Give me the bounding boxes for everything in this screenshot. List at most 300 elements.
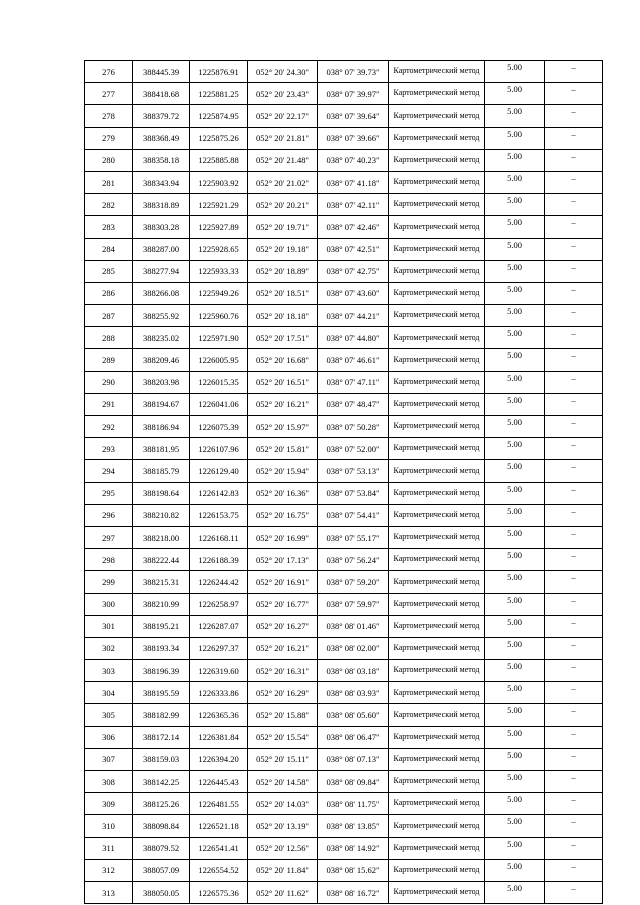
longitude-cell: 038° 08' 03.18"	[318, 660, 389, 682]
description-cell: –	[545, 859, 603, 881]
latitude-cell: 052° 20' 12.56"	[248, 837, 318, 859]
description-cell: –	[545, 305, 603, 327]
accuracy-cell: 5.00	[485, 282, 545, 304]
y-coordinate-cell: 1225971.90	[190, 327, 248, 349]
description-cell: –	[545, 260, 603, 282]
method-cell: Картометрический метод	[389, 771, 485, 793]
longitude-cell: 038° 07' 41.18"	[318, 171, 389, 193]
description-cell: –	[545, 194, 603, 216]
longitude-cell: 038° 07' 52.00"	[318, 438, 389, 460]
method-cell: Картометрический метод	[389, 238, 485, 260]
latitude-cell: 052° 20' 20.21"	[248, 194, 318, 216]
y-coordinate-cell: 1226142.83	[190, 482, 248, 504]
latitude-cell: 052° 20' 16.21"	[248, 637, 318, 659]
point-number-cell: 291	[85, 393, 133, 415]
accuracy-cell: 5.00	[485, 748, 545, 770]
accuracy-cell: 5.00	[485, 327, 545, 349]
y-coordinate-cell: 1225921.29	[190, 194, 248, 216]
description-cell: –	[545, 171, 603, 193]
longitude-cell: 038° 07' 39.97"	[318, 83, 389, 105]
accuracy-cell: 5.00	[485, 771, 545, 793]
description-cell: –	[545, 726, 603, 748]
accuracy-cell: 5.00	[485, 61, 545, 83]
point-number-cell: 288	[85, 327, 133, 349]
method-cell: Картометрический метод	[389, 194, 485, 216]
x-coordinate-cell: 388186.94	[133, 416, 190, 438]
y-coordinate-cell: 1226521.18	[190, 815, 248, 837]
x-coordinate-cell: 388222.44	[133, 549, 190, 571]
latitude-cell: 052° 20' 15.94"	[248, 460, 318, 482]
longitude-cell: 038° 07' 59.20"	[318, 571, 389, 593]
x-coordinate-cell: 388266.08	[133, 282, 190, 304]
y-coordinate-cell: 1226575.36	[190, 881, 248, 903]
description-cell: –	[545, 837, 603, 859]
description-cell: –	[545, 482, 603, 504]
table-row	[85, 105, 603, 127]
latitude-cell: 052° 20' 11.84"	[248, 859, 318, 881]
accuracy-cell: 5.00	[485, 682, 545, 704]
method-cell: Картометрический метод	[389, 149, 485, 171]
accuracy-cell: 5.00	[485, 615, 545, 637]
method-cell: Картометрический метод	[389, 504, 485, 526]
point-number-cell: 284	[85, 238, 133, 260]
table-row	[85, 526, 603, 548]
y-coordinate-cell: 1225874.95	[190, 105, 248, 127]
x-coordinate-cell: 388194.67	[133, 393, 190, 415]
method-cell: Картометрический метод	[389, 171, 485, 193]
method-cell: Картометрический метод	[389, 726, 485, 748]
accuracy-cell: 5.00	[485, 859, 545, 881]
longitude-cell: 038° 07' 46.61"	[318, 349, 389, 371]
latitude-cell: 052° 20' 15.97"	[248, 416, 318, 438]
point-number-cell: 285	[85, 260, 133, 282]
latitude-cell: 052° 20' 19.18"	[248, 238, 318, 260]
longitude-cell: 038° 07' 43.60"	[318, 282, 389, 304]
description-cell: –	[545, 704, 603, 726]
x-coordinate-cell: 388182.99	[133, 704, 190, 726]
table-row	[85, 83, 603, 105]
accuracy-cell: 5.00	[485, 704, 545, 726]
point-number-cell: 305	[85, 704, 133, 726]
longitude-cell: 038° 07' 54.41"	[318, 504, 389, 526]
accuracy-cell: 5.00	[485, 194, 545, 216]
description-cell: –	[545, 393, 603, 415]
table-row	[85, 837, 603, 859]
table-row	[85, 216, 603, 238]
method-cell: Картометрический метод	[389, 660, 485, 682]
latitude-cell: 052° 20' 14.03"	[248, 793, 318, 815]
point-number-cell: 312	[85, 859, 133, 881]
description-cell: –	[545, 615, 603, 637]
x-coordinate-cell: 388079.52	[133, 837, 190, 859]
x-coordinate-cell: 388172.14	[133, 726, 190, 748]
table-row	[85, 549, 603, 571]
description-cell: –	[545, 238, 603, 260]
longitude-cell: 038° 08' 01.46"	[318, 615, 389, 637]
method-cell: Картометрический метод	[389, 571, 485, 593]
y-coordinate-cell: 1226333.86	[190, 682, 248, 704]
point-number-cell: 294	[85, 460, 133, 482]
point-number-cell: 299	[85, 571, 133, 593]
longitude-cell: 038° 07' 56.24"	[318, 549, 389, 571]
x-coordinate-cell: 388209.46	[133, 349, 190, 371]
y-coordinate-cell: 1226015.35	[190, 371, 248, 393]
description-cell: –	[545, 526, 603, 548]
y-coordinate-cell: 1225933.33	[190, 260, 248, 282]
y-coordinate-cell: 1226153.75	[190, 504, 248, 526]
x-coordinate-cell: 388358.18	[133, 149, 190, 171]
y-coordinate-cell: 1225885.88	[190, 149, 248, 171]
x-coordinate-cell: 388379.72	[133, 105, 190, 127]
x-coordinate-cell: 388255.92	[133, 305, 190, 327]
latitude-cell: 052° 20' 15.11"	[248, 748, 318, 770]
table-row	[85, 571, 603, 593]
accuracy-cell: 5.00	[485, 637, 545, 659]
accuracy-cell: 5.00	[485, 305, 545, 327]
method-cell: Картометрический метод	[389, 105, 485, 127]
description-cell: –	[545, 637, 603, 659]
longitude-cell: 038° 08' 03.93"	[318, 682, 389, 704]
y-coordinate-cell: 1225927.89	[190, 216, 248, 238]
y-coordinate-cell: 1226168.11	[190, 526, 248, 548]
latitude-cell: 052° 20' 18.18"	[248, 305, 318, 327]
accuracy-cell: 5.00	[485, 660, 545, 682]
x-coordinate-cell: 388057.09	[133, 859, 190, 881]
coordinates-table	[84, 60, 603, 904]
method-cell: Картометрический метод	[389, 549, 485, 571]
accuracy-cell: 5.00	[485, 105, 545, 127]
description-cell: –	[545, 815, 603, 837]
point-number-cell: 281	[85, 171, 133, 193]
description-cell: –	[545, 61, 603, 83]
x-coordinate-cell: 388198.64	[133, 482, 190, 504]
method-cell: Картометрический метод	[389, 83, 485, 105]
accuracy-cell: 5.00	[485, 504, 545, 526]
table-row	[85, 238, 603, 260]
table-row	[85, 460, 603, 482]
latitude-cell: 052° 20' 22.17"	[248, 105, 318, 127]
method-cell: Картометрический метод	[389, 349, 485, 371]
point-number-cell: 282	[85, 194, 133, 216]
table-row	[85, 194, 603, 216]
y-coordinate-cell: 1225960.76	[190, 305, 248, 327]
table-row	[85, 593, 603, 615]
y-coordinate-cell: 1225881.25	[190, 83, 248, 105]
x-coordinate-cell: 388098.84	[133, 815, 190, 837]
description-cell: –	[545, 771, 603, 793]
longitude-cell: 038° 08' 09.84"	[318, 771, 389, 793]
description-cell: –	[545, 371, 603, 393]
point-number-cell: 304	[85, 682, 133, 704]
y-coordinate-cell: 1226445.43	[190, 771, 248, 793]
y-coordinate-cell: 1226394.20	[190, 748, 248, 770]
latitude-cell: 052° 20' 15.81"	[248, 438, 318, 460]
y-coordinate-cell: 1226319.60	[190, 660, 248, 682]
method-cell: Картометрический метод	[389, 793, 485, 815]
accuracy-cell: 5.00	[485, 482, 545, 504]
x-coordinate-cell: 388368.49	[133, 127, 190, 149]
longitude-cell: 038° 07' 53.13"	[318, 460, 389, 482]
method-cell: Картометрический метод	[389, 61, 485, 83]
point-number-cell: 309	[85, 793, 133, 815]
method-cell: Картометрический метод	[389, 837, 485, 859]
table-row	[85, 127, 603, 149]
longitude-cell: 038° 07' 42.46"	[318, 216, 389, 238]
longitude-cell: 038° 08' 13.85"	[318, 815, 389, 837]
latitude-cell: 052° 20' 16.51"	[248, 371, 318, 393]
x-coordinate-cell: 388159.03	[133, 748, 190, 770]
point-number-cell: 289	[85, 349, 133, 371]
longitude-cell: 038° 08' 11.75"	[318, 793, 389, 815]
latitude-cell: 052° 20' 16.75"	[248, 504, 318, 526]
x-coordinate-cell: 388195.21	[133, 615, 190, 637]
latitude-cell: 052° 20' 16.36"	[248, 482, 318, 504]
table-row	[85, 615, 603, 637]
latitude-cell: 052° 20' 15.88"	[248, 704, 318, 726]
x-coordinate-cell: 388050.05	[133, 881, 190, 903]
description-cell: –	[545, 416, 603, 438]
x-coordinate-cell: 388203.98	[133, 371, 190, 393]
method-cell: Картометрический метод	[389, 526, 485, 548]
accuracy-cell: 5.00	[485, 149, 545, 171]
y-coordinate-cell: 1226107.96	[190, 438, 248, 460]
accuracy-cell: 5.00	[485, 460, 545, 482]
point-number-cell: 298	[85, 549, 133, 571]
y-coordinate-cell: 1226244.42	[190, 571, 248, 593]
latitude-cell: 052° 20' 17.13"	[248, 549, 318, 571]
table-row	[85, 682, 603, 704]
accuracy-cell: 5.00	[485, 349, 545, 371]
x-coordinate-cell: 388218.00	[133, 526, 190, 548]
table-row	[85, 726, 603, 748]
latitude-cell: 052° 20' 16.21"	[248, 393, 318, 415]
latitude-cell: 052° 20' 17.51"	[248, 327, 318, 349]
method-cell: Картометрический метод	[389, 260, 485, 282]
accuracy-cell: 5.00	[485, 260, 545, 282]
longitude-cell: 038° 07' 48.47"	[318, 393, 389, 415]
method-cell: Картометрический метод	[389, 593, 485, 615]
description-cell: –	[545, 149, 603, 171]
y-coordinate-cell: 1225928.65	[190, 238, 248, 260]
description-cell: –	[545, 549, 603, 571]
description-cell: –	[545, 105, 603, 127]
table-row	[85, 504, 603, 526]
y-coordinate-cell: 1226554.52	[190, 859, 248, 881]
table-row	[85, 282, 603, 304]
method-cell: Картометрический метод	[389, 305, 485, 327]
latitude-cell: 052° 20' 19.71"	[248, 216, 318, 238]
description-cell: –	[545, 660, 603, 682]
description-cell: –	[545, 748, 603, 770]
table-row	[85, 416, 603, 438]
method-cell: Картометрический метод	[389, 482, 485, 504]
x-coordinate-cell: 388318.89	[133, 194, 190, 216]
accuracy-cell: 5.00	[485, 793, 545, 815]
latitude-cell: 052° 20' 16.31"	[248, 660, 318, 682]
accuracy-cell: 5.00	[485, 526, 545, 548]
accuracy-cell: 5.00	[485, 416, 545, 438]
accuracy-cell: 5.00	[485, 593, 545, 615]
table-row	[85, 149, 603, 171]
longitude-cell: 038° 07' 42.11"	[318, 194, 389, 216]
accuracy-cell: 5.00	[485, 393, 545, 415]
latitude-cell: 052° 20' 11.62"	[248, 881, 318, 903]
point-number-cell: 313	[85, 881, 133, 903]
latitude-cell: 052° 20' 15.54"	[248, 726, 318, 748]
method-cell: Картометрический метод	[389, 282, 485, 304]
longitude-cell: 038° 07' 39.66"	[318, 127, 389, 149]
y-coordinate-cell: 1225949.26	[190, 282, 248, 304]
longitude-cell: 038° 08' 14.92"	[318, 837, 389, 859]
point-number-cell: 278	[85, 105, 133, 127]
point-number-cell: 279	[85, 127, 133, 149]
point-number-cell: 283	[85, 216, 133, 238]
longitude-cell: 038° 07' 50.28"	[318, 416, 389, 438]
description-cell: –	[545, 571, 603, 593]
table-row	[85, 438, 603, 460]
longitude-cell: 038° 07' 47.11"	[318, 371, 389, 393]
y-coordinate-cell: 1226188.39	[190, 549, 248, 571]
latitude-cell: 052° 20' 16.91"	[248, 571, 318, 593]
longitude-cell: 038° 07' 39.73"	[318, 61, 389, 83]
table-row	[85, 171, 603, 193]
x-coordinate-cell: 388142.25	[133, 771, 190, 793]
description-cell: –	[545, 127, 603, 149]
description-cell: –	[545, 593, 603, 615]
point-number-cell: 286	[85, 282, 133, 304]
method-cell: Картометрический метод	[389, 682, 485, 704]
accuracy-cell: 5.00	[485, 238, 545, 260]
table-row	[85, 349, 603, 371]
method-cell: Картометрический метод	[389, 637, 485, 659]
longitude-cell: 038° 07' 40.23"	[318, 149, 389, 171]
x-coordinate-cell: 388210.82	[133, 504, 190, 526]
point-number-cell: 290	[85, 371, 133, 393]
latitude-cell: 052° 20' 16.77"	[248, 593, 318, 615]
table-row	[85, 793, 603, 815]
method-cell: Картометрический метод	[389, 859, 485, 881]
accuracy-cell: 5.00	[485, 837, 545, 859]
method-cell: Картометрический метод	[389, 371, 485, 393]
y-coordinate-cell: 1226365.36	[190, 704, 248, 726]
point-number-cell: 295	[85, 482, 133, 504]
description-cell: –	[545, 504, 603, 526]
method-cell: Картометрический метод	[389, 615, 485, 637]
x-coordinate-cell: 388445.39	[133, 61, 190, 83]
method-cell: Картометрический метод	[389, 815, 485, 837]
longitude-cell: 038° 08' 07.13"	[318, 748, 389, 770]
table-row	[85, 260, 603, 282]
accuracy-cell: 5.00	[485, 571, 545, 593]
description-cell: –	[545, 349, 603, 371]
latitude-cell: 052° 20' 24.30"	[248, 61, 318, 83]
latitude-cell: 052° 20' 21.02"	[248, 171, 318, 193]
x-coordinate-cell: 388215.31	[133, 571, 190, 593]
accuracy-cell: 5.00	[485, 171, 545, 193]
method-cell: Картометрический метод	[389, 881, 485, 903]
description-cell: –	[545, 460, 603, 482]
table-row	[85, 815, 603, 837]
description-cell: –	[545, 793, 603, 815]
latitude-cell: 052° 20' 16.99"	[248, 526, 318, 548]
latitude-cell: 052° 20' 16.29"	[248, 682, 318, 704]
y-coordinate-cell: 1225875.26	[190, 127, 248, 149]
longitude-cell: 038° 07' 42.51"	[318, 238, 389, 260]
x-coordinate-cell: 388343.94	[133, 171, 190, 193]
table-row	[85, 327, 603, 349]
point-number-cell: 293	[85, 438, 133, 460]
method-cell: Картометрический метод	[389, 393, 485, 415]
point-number-cell: 300	[85, 593, 133, 615]
point-number-cell: 306	[85, 726, 133, 748]
longitude-cell: 038° 07' 53.84"	[318, 482, 389, 504]
method-cell: Картометрический метод	[389, 327, 485, 349]
method-cell: Картометрический метод	[389, 460, 485, 482]
latitude-cell: 052° 20' 21.48"	[248, 149, 318, 171]
point-number-cell: 287	[85, 305, 133, 327]
table-row	[85, 660, 603, 682]
y-coordinate-cell: 1226005.95	[190, 349, 248, 371]
point-number-cell: 307	[85, 748, 133, 770]
longitude-cell: 038° 07' 44.80"	[318, 327, 389, 349]
method-cell: Картометрический метод	[389, 127, 485, 149]
x-coordinate-cell: 388195.59	[133, 682, 190, 704]
longitude-cell: 038° 08' 06.47"	[318, 726, 389, 748]
method-cell: Картометрический метод	[389, 438, 485, 460]
longitude-cell: 038° 08' 15.62"	[318, 859, 389, 881]
y-coordinate-cell: 1226041.06	[190, 393, 248, 415]
x-coordinate-cell: 388277.94	[133, 260, 190, 282]
y-coordinate-cell: 1226297.37	[190, 637, 248, 659]
description-cell: –	[545, 682, 603, 704]
accuracy-cell: 5.00	[485, 726, 545, 748]
accuracy-cell: 5.00	[485, 371, 545, 393]
y-coordinate-cell: 1226129.40	[190, 460, 248, 482]
description-cell: –	[545, 881, 603, 903]
y-coordinate-cell: 1225903.92	[190, 171, 248, 193]
accuracy-cell: 5.00	[485, 549, 545, 571]
point-number-cell: 302	[85, 637, 133, 659]
y-coordinate-cell: 1226541.41	[190, 837, 248, 859]
point-number-cell: 292	[85, 416, 133, 438]
y-coordinate-cell: 1225876.91	[190, 61, 248, 83]
y-coordinate-cell: 1226075.39	[190, 416, 248, 438]
x-coordinate-cell: 388185.79	[133, 460, 190, 482]
table-row	[85, 704, 603, 726]
table-row	[85, 305, 603, 327]
description-cell: –	[545, 438, 603, 460]
y-coordinate-cell: 1226258.97	[190, 593, 248, 615]
x-coordinate-cell: 388196.39	[133, 660, 190, 682]
accuracy-cell: 5.00	[485, 881, 545, 903]
method-cell: Картометрический метод	[389, 216, 485, 238]
latitude-cell: 052° 20' 16.68"	[248, 349, 318, 371]
table-row	[85, 637, 603, 659]
latitude-cell: 052° 20' 16.27"	[248, 615, 318, 637]
x-coordinate-cell: 388287.00	[133, 238, 190, 260]
x-coordinate-cell: 388418.68	[133, 83, 190, 105]
longitude-cell: 038° 07' 55.17"	[318, 526, 389, 548]
method-cell: Картометрический метод	[389, 748, 485, 770]
y-coordinate-cell: 1226381.84	[190, 726, 248, 748]
x-coordinate-cell: 388181.95	[133, 438, 190, 460]
point-number-cell: 308	[85, 771, 133, 793]
point-number-cell: 297	[85, 526, 133, 548]
table-row	[85, 61, 603, 83]
longitude-cell: 038° 08' 02.00"	[318, 637, 389, 659]
y-coordinate-cell: 1226481.55	[190, 793, 248, 815]
table-row	[85, 859, 603, 881]
